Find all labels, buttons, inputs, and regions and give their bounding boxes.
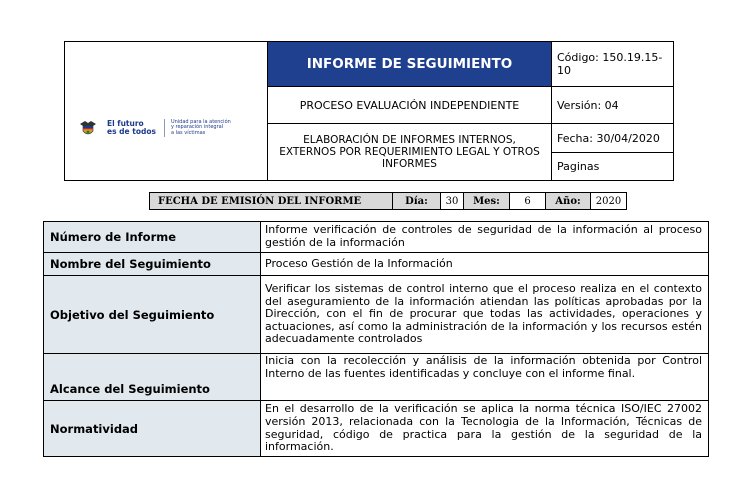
month-label: Mes:: [463, 192, 510, 210]
year-value: 2020: [590, 192, 627, 210]
table-row: [44, 276, 709, 354]
row-label: Normatividad: [44, 401, 261, 457]
table-row: [44, 253, 709, 276]
row-value: Verificar los sistemas de control interno que el proceso realiza en el contexto del aseguramiento de la información atiendan las políticas aprobadas por la Dirección, con el fin de procurar que todas las actividades, operaciones y actuaciones, así como la administración de la información y los recursos estén adecuadamente controlados: [261, 276, 709, 354]
document-pages: Paginas: [551, 152, 674, 181]
table-row: [44, 222, 709, 253]
year-label: Año:: [545, 192, 591, 210]
document-title: INFORME DE SEGUIMIENTO: [267, 41, 552, 87]
row-label: Nombre del Seguimiento: [44, 253, 261, 276]
report-info-table: [43, 221, 709, 457]
coat-of-arms-icon: [77, 118, 99, 138]
logo-slogan: El futuro es de todos: [107, 119, 156, 136]
logo-divider: [164, 119, 165, 137]
row-value: En el desarrollo de la verificación se aplica la norma técnica ISO/IEC 27002 versión 2013, relacionada con la Tecnologia de la Información, Técnicas de seguridad, código de practica para la gestión de la seguridad de la información.: [261, 401, 709, 457]
logo: [77, 118, 231, 138]
process-name: PROCESO EVALUACIÓN INDEPENDIENTE: [267, 86, 552, 124]
logo-entity-name: Unidad para la atención y reparación integral a las víctimas: [170, 118, 231, 136]
document-code: Código: 150.19.15-10: [551, 41, 674, 87]
row-value: Proceso Gestión de la Información: [261, 253, 709, 276]
document-version: Versión: 04: [551, 86, 674, 124]
month-value: 6: [509, 192, 546, 210]
document-date: Fecha: 30/04/2020: [551, 123, 674, 153]
day-value: 30: [440, 192, 464, 210]
document-subtitle: ELABORACIÓN DE INFORMES INTERNOS, EXTERNOS POR REQUERIMIENTO LEGAL Y OTROS INFORMES: [267, 123, 552, 181]
day-label: Día:: [392, 192, 441, 210]
table-row: [44, 354, 709, 401]
logo-cell: [64, 41, 268, 181]
row-label: Alcance del Seguimiento: [44, 354, 261, 401]
table-row: [44, 401, 709, 457]
row-value: Inicia con la recolección y análisis de la información obtenida por Control Interno de las fuentes identificadas y concluye con el informe final.: [261, 354, 709, 401]
row-value: Informe verificación de controles de seguridad de la información al proceso gestión de la información: [261, 222, 709, 253]
emission-date-label: FECHA DE EMISIÓN DEL INFORME: [149, 192, 393, 210]
emission-date-row: [150, 192, 627, 210]
row-label: Objetivo del Seguimiento: [44, 276, 261, 354]
row-label: Número de Informe: [44, 222, 261, 253]
